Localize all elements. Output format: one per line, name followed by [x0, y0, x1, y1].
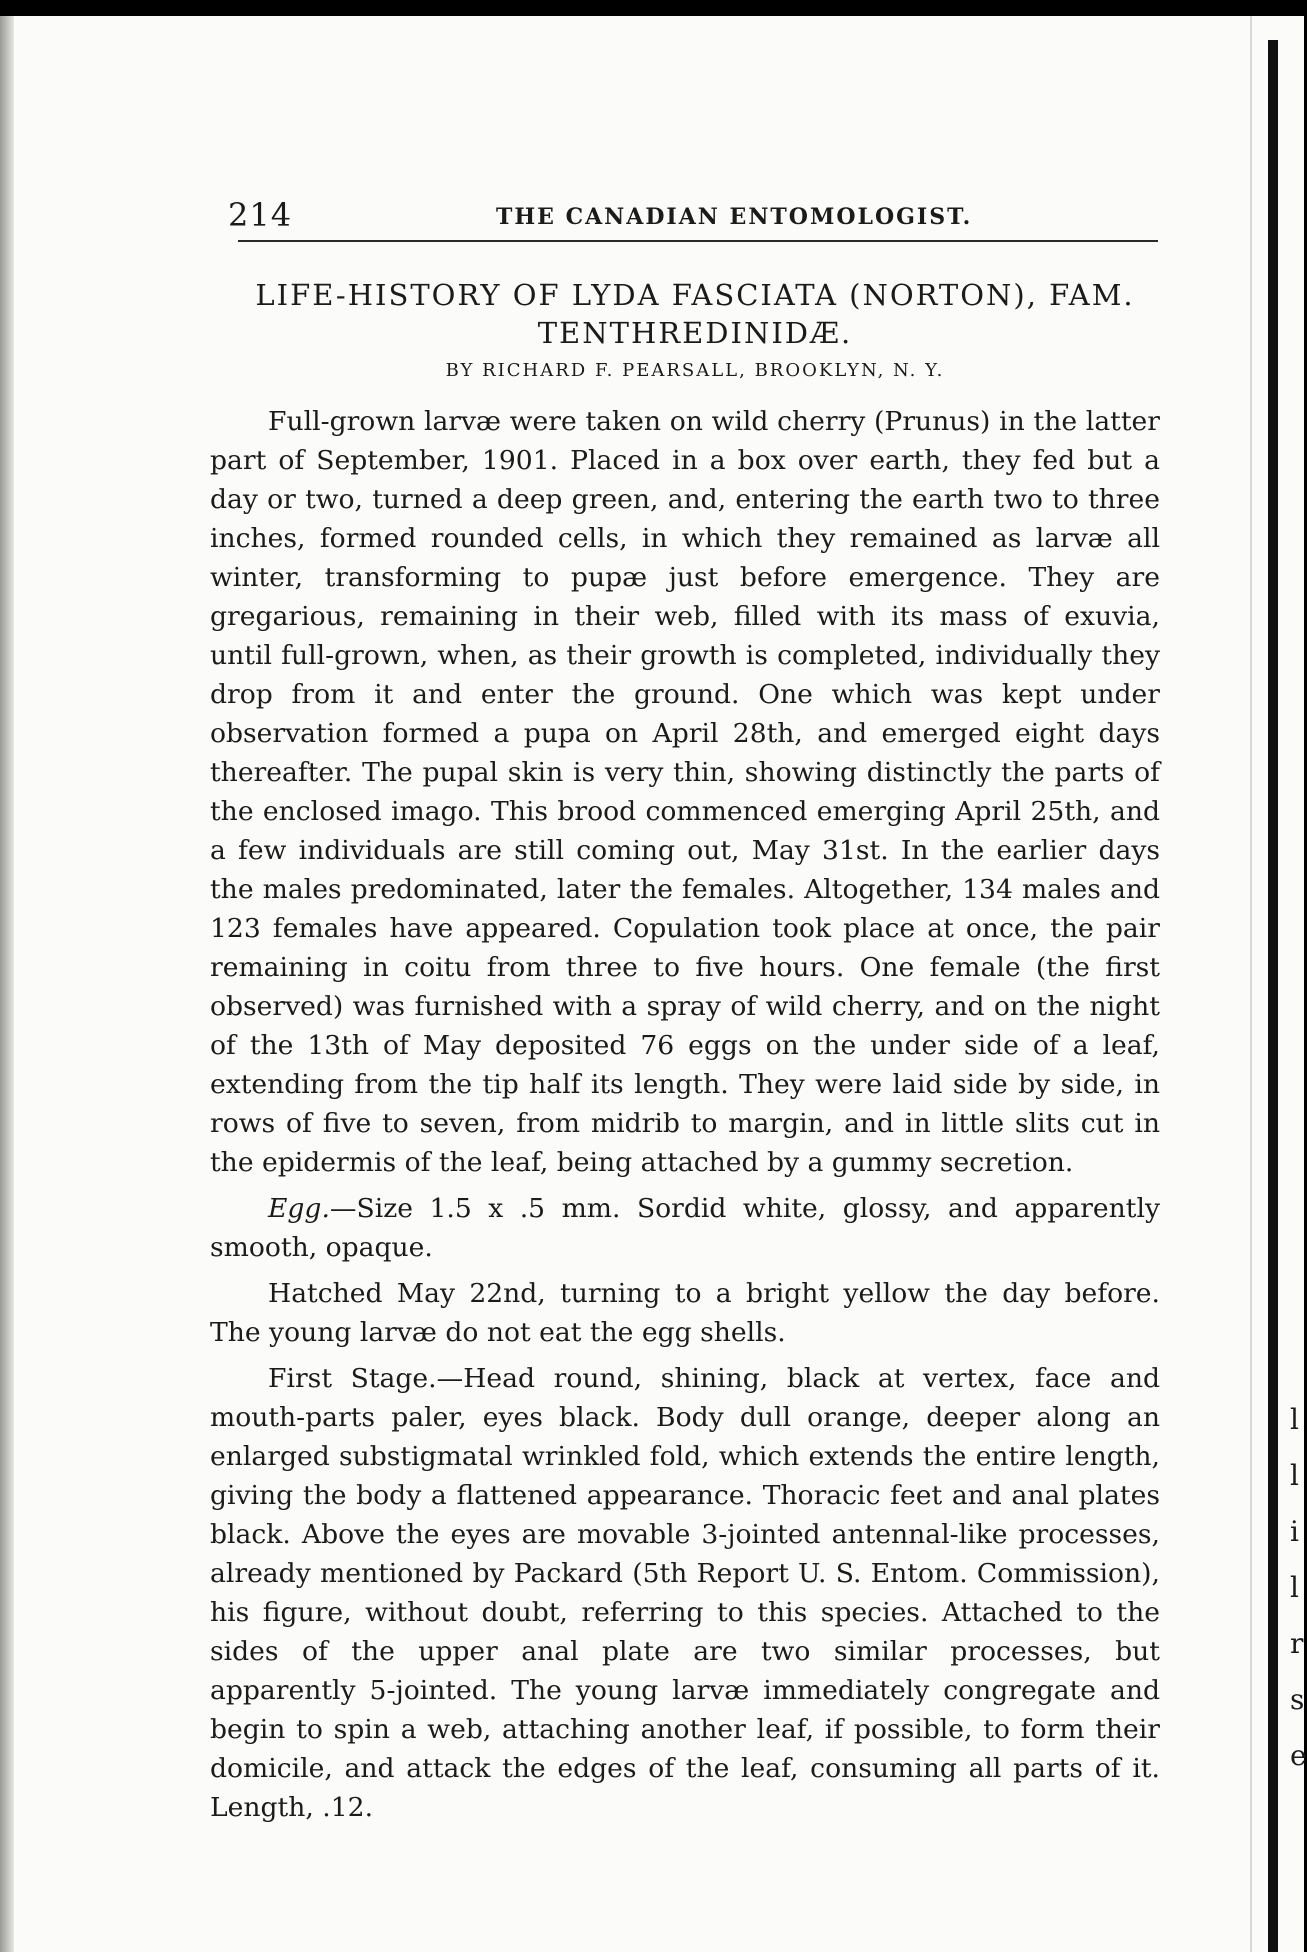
facing-page-fragment: i — [1290, 1515, 1299, 1548]
facing-page-fragments — [1290, 1400, 1307, 1772]
journal-title: THE CANADIAN ENTOMOLOGIST. — [496, 204, 973, 230]
first-stage-description: —Head round, shining, black at vertex, face and mouth-parts paler, eyes black. Body dull orange, deeper along an enlarged substigmatal wrinkled fold, which extends the entire length, giving the body a flattened appearance. Thoracic feet and anal plates black. Above the eyes are movable 3-jointed antennal-like processes, already mentioned by Packard (5th Report U. S. Entom. Commission), his figure, without doubt, referring to this species. Attached to the sides of the upper anal plate are two similar processes, but apparently 5-jointed. The young larvæ immediately congregate and begin to spin a web, attaching another leaf, if possible, to form their domicile, and attack the edges of the leaf, consuming all parts of it. Length, .12. — [210, 1363, 1160, 1823]
author-byline: BY RICHARD F. PEARSALL, BROOKLYN, N. Y. — [445, 360, 945, 381]
first-stage-heading: First Stage. — [268, 1363, 437, 1394]
egg-description: —Size 1.5 x .5 mm. Sordid white, glossy, and apparently smooth, opaque. — [210, 1193, 1160, 1263]
facing-page-fragment: l — [1290, 1459, 1299, 1492]
facing-page-fragment: s — [1290, 1683, 1305, 1716]
article-title-line-2: TENTHREDINIDÆ. — [537, 316, 853, 350]
article-title — [230, 276, 1160, 352]
top-scan-border — [0, 0, 1304, 16]
article-title-line-1: LIFE-HISTORY OF LYDA FASCIATA (NORTON), FAM. — [255, 278, 1135, 312]
paragraph-egg — [210, 1189, 1160, 1267]
facing-page-fragment: l — [1290, 1571, 1299, 1604]
paragraph-hatching: Hatched May 22nd, turning to a bright yellow the day before. The young larvæ do not eat the egg shells. — [210, 1278, 1160, 1348]
binding-shadow — [1268, 40, 1278, 1952]
page-number: 214 — [228, 196, 293, 234]
egg-heading: Egg. — [268, 1193, 330, 1224]
running-head — [228, 196, 1158, 236]
article-body — [210, 402, 1160, 1827]
header-rule — [238, 240, 1158, 242]
paragraph-first-stage — [210, 1359, 1160, 1827]
facing-page-fragment: e — [1290, 1739, 1307, 1772]
facing-page-fragment: r — [1290, 1627, 1304, 1660]
left-binding-gutter — [0, 16, 14, 1952]
facing-page-fragment: l — [1290, 1403, 1299, 1436]
paragraph-larvae: Full-grown larvæ were taken on wild cherry (Prunus) in the latter part of September, 1901. Placed in a box over earth, they fed but a day or two, turned a deep green, and, entering the earth two to three inches, formed rounded cells, in which they remained as larvæ all winter, transforming to pupæ just before emergence. They are gregarious, remaining in their web, filled with its mass of exuvia, until full-grown, when, as their growth is completed, individually they drop from it and enter the ground. One which was kept under observation formed a pupa on April 28th, and emerged eight days thereafter. The pupal skin is very thin, showing distinctly the parts of the enclosed imago. This brood commenced emerging April 25th, and a few individuals are still coming out, May 31st. In the earlier days the males predominated, later the females. Altogether, 134 males and 123 females have appeared. Copulation took place at once, the pair remaining in coitu from three to five hours. One female (the first observed) was furnished with a spray of wild cherry, and on the night of the 13th of May deposited 76 eggs on the under side of a leaf, extending from the tip half its length. They were laid side by side, in rows of five to seven, from midrib to margin, and in little slits cut in the epidermis of the leaf, being attached by a gummy secretion. — [210, 406, 1160, 1178]
